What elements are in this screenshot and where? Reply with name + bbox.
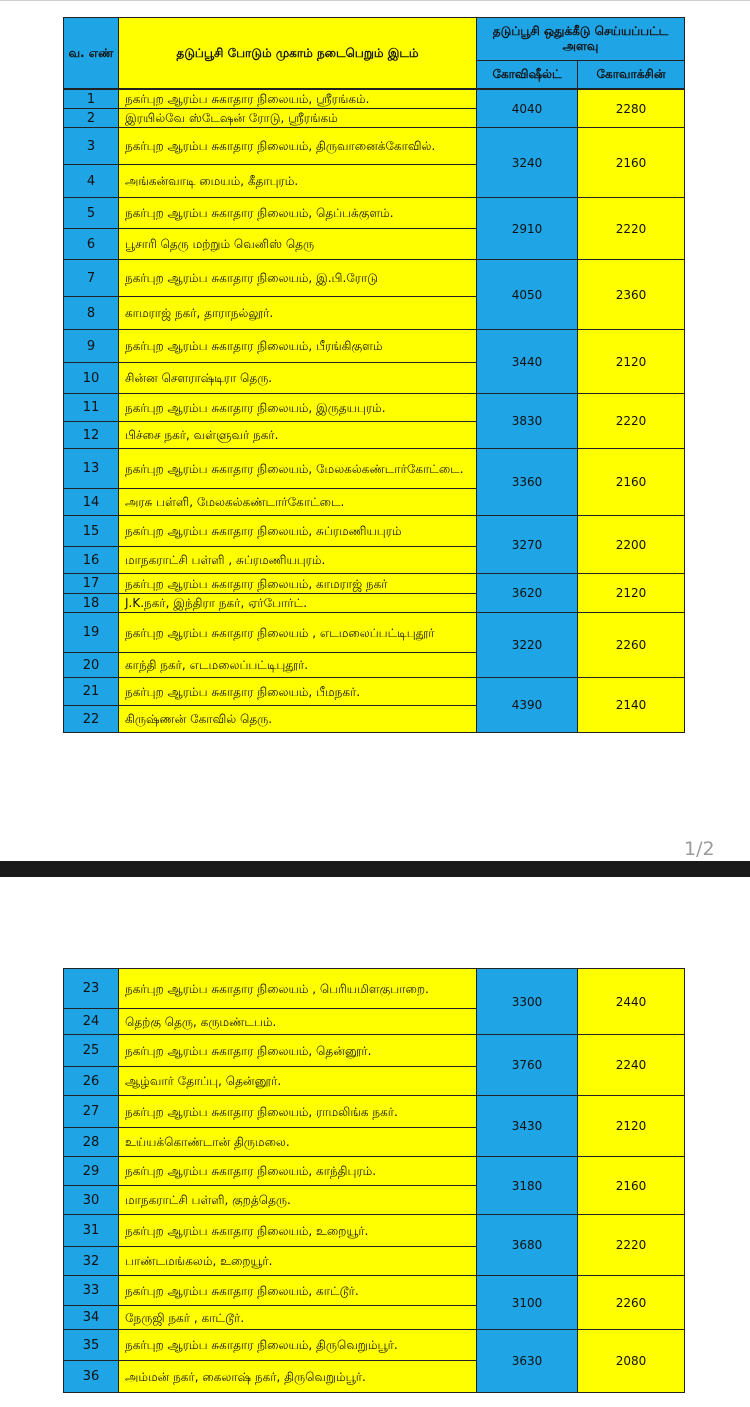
location-cell: தெற்கு தெரு, கருமண்டபம். xyxy=(118,1008,477,1035)
row-number: 24 xyxy=(63,1008,119,1035)
location-cell: அம்மன் நகர், கைலாஷ் நகர், திருவெறும்பூர். xyxy=(118,1360,477,1393)
location-cell: உய்யக்கொண்டான் திருமலை. xyxy=(118,1127,477,1157)
row-number: 17 xyxy=(63,573,119,594)
location-cell: காந்தி நகர், எடமலைப்பட்டிபுதூர். xyxy=(118,652,477,678)
row-number: 3 xyxy=(63,127,119,165)
covaxin-cell: 2240 xyxy=(577,1034,685,1096)
row-number: 15 xyxy=(63,515,119,547)
location-cell: J.K.நகர், இந்திரா நகர், ஏர்போர்ட். xyxy=(118,593,477,613)
covishield-cell: 3220 xyxy=(476,612,578,678)
covaxin-cell: 2160 xyxy=(577,127,685,198)
row-number: 9 xyxy=(63,329,119,363)
row-number: 28 xyxy=(63,1127,119,1157)
covishield-cell: 3830 xyxy=(476,393,578,449)
covishield-cell: 2910 xyxy=(476,197,578,260)
covishield-cell: 3620 xyxy=(476,573,578,613)
location-cell: நேருஜி நகர் , காட்டூர். xyxy=(118,1305,477,1330)
covaxin-cell: 2220 xyxy=(577,393,685,449)
row-number: 32 xyxy=(63,1246,119,1276)
row-number: 22 xyxy=(63,705,119,733)
top-divider xyxy=(0,0,750,1)
location-cell: நகர்புற ஆரம்ப சுகாதார நிலையம், இ.பி.ரோடு xyxy=(118,259,477,297)
row-number: 11 xyxy=(63,393,119,422)
location-cell: நகர்புற ஆரம்ப சுகாதார நிலையம், பீமநகர். xyxy=(118,677,477,706)
covishield-cell: 3630 xyxy=(476,1329,578,1393)
row-number: 7 xyxy=(63,259,119,297)
covishield-cell: 3760 xyxy=(476,1034,578,1096)
location-cell: நகர்புற ஆரம்ப சுகாதார நிலையம், சுப்ரமணியபுரம் xyxy=(118,515,477,547)
row-number: 29 xyxy=(63,1156,119,1186)
location-cell: ஆழ்வார் தோப்பு, தென்னூர். xyxy=(118,1066,477,1096)
location-cell: நகர்புற ஆரம்ப சுகாதார நிலையம் , பெரியமிளகுபாறை. xyxy=(118,968,477,1009)
header-covaxin: கோவாக்சின் xyxy=(577,60,685,89)
location-cell: பூசாரி தெரு மற்றும் வெனிஸ் தெரு xyxy=(118,228,477,260)
location-cell: நகர்புற ஆரம்ப சுகாதார நிலையம், காட்டூர். xyxy=(118,1275,477,1306)
covaxin-cell: 2160 xyxy=(577,448,685,516)
location-cell: மாநகராட்சி பள்ளி , சுப்ரமணியபுரம். xyxy=(118,546,477,574)
location-cell: காமராஜ் நகர், தாராநல்லூர். xyxy=(118,296,477,330)
row-number: 4 xyxy=(63,164,119,198)
location-cell: நகர்புற ஆரம்ப சுகாதார நிலையம், உறையூர். xyxy=(118,1214,477,1247)
header-sno: வ. எண் xyxy=(63,17,119,89)
covaxin-cell: 2280 xyxy=(577,89,685,128)
row-number: 34 xyxy=(63,1305,119,1330)
location-cell: கிருஷ்ணன் கோவில் தெரு. xyxy=(118,705,477,733)
covaxin-cell: 2200 xyxy=(577,515,685,574)
row-number: 33 xyxy=(63,1275,119,1306)
row-number: 16 xyxy=(63,546,119,574)
covishield-cell: 3100 xyxy=(476,1275,578,1330)
location-cell: சின்ன சௌராஷ்டிரா தெரு. xyxy=(118,362,477,394)
row-number: 35 xyxy=(63,1329,119,1361)
covaxin-cell: 2220 xyxy=(577,197,685,260)
row-number: 21 xyxy=(63,677,119,706)
covishield-cell: 4050 xyxy=(476,259,578,330)
covishield-cell: 3300 xyxy=(476,968,578,1035)
covaxin-cell: 2260 xyxy=(577,612,685,678)
row-number: 31 xyxy=(63,1214,119,1247)
location-cell: நகர்புற ஆரம்ப சுகாதார நிலையம், காமராஜ் நகர் xyxy=(118,573,477,594)
covishield-cell: 3180 xyxy=(476,1156,578,1215)
row-number: 6 xyxy=(63,228,119,260)
covaxin-cell: 2120 xyxy=(577,573,685,613)
header-location: தடுப்பூசி போடும் முகாம் நடைபெறும் இடம் xyxy=(118,17,477,89)
covishield-cell: 3680 xyxy=(476,1214,578,1276)
location-cell: நகர்புற ஆரம்ப சுகாதார நிலையம், ஸ்ரீரங்கம். xyxy=(118,89,477,109)
location-cell: நகர்புற ஆரம்ப சுகாதார நிலையம், பீரங்கிகுளம் xyxy=(118,329,477,363)
covishield-cell: 3240 xyxy=(476,127,578,198)
row-number: 10 xyxy=(63,362,119,394)
location-cell: பாண்டமங்கலம், உறையூர். xyxy=(118,1246,477,1276)
location-cell: பிச்சை நகர், வள்ளுவர் நகர். xyxy=(118,421,477,449)
location-cell: நகர்புற ஆரம்ப சுகாதார நிலையம், திருவெறும்பூர். xyxy=(118,1329,477,1361)
row-number: 36 xyxy=(63,1360,119,1393)
row-number: 27 xyxy=(63,1095,119,1128)
covaxin-cell: 2120 xyxy=(577,1095,685,1157)
location-cell: நகர்புற ஆரம்ப சுகாதார நிலையம், ராமலிங்க நகர். xyxy=(118,1095,477,1128)
covaxin-cell: 2440 xyxy=(577,968,685,1035)
covaxin-cell: 2360 xyxy=(577,259,685,330)
location-cell: அங்கன்வாடி மையம், கீதாபுரம். xyxy=(118,164,477,198)
location-cell: நகர்புற ஆரம்ப சுகாதார நிலையம், காந்திபுரம். xyxy=(118,1156,477,1186)
covaxin-cell: 2220 xyxy=(577,1214,685,1276)
covishield-cell: 4390 xyxy=(476,677,578,733)
row-number: 25 xyxy=(63,1034,119,1067)
page-separator xyxy=(0,861,750,877)
row-number: 13 xyxy=(63,448,119,489)
row-number: 18 xyxy=(63,593,119,613)
row-number: 2 xyxy=(63,108,119,128)
covishield-cell: 3270 xyxy=(476,515,578,574)
row-number: 8 xyxy=(63,296,119,330)
location-cell: மாநகராட்சி பள்ளி, குறத்தெரு. xyxy=(118,1185,477,1215)
location-cell: இரயில்வே ஸ்டேஷன் ரோடு, ஸ்ரீரங்கம் xyxy=(118,108,477,128)
location-cell: நகர்புற ஆரம்ப சுகாதார நிலையம், தெப்பக்குளம். xyxy=(118,197,477,229)
row-number: 14 xyxy=(63,488,119,516)
row-number: 1 xyxy=(63,89,119,109)
row-number: 30 xyxy=(63,1185,119,1215)
header-covishield: கோவிஷீல்ட் xyxy=(476,60,578,89)
location-cell: நகர்புற ஆரம்ப சுகாதார நிலையம், திருவானைக்கோவில். xyxy=(118,127,477,165)
covaxin-cell: 2140 xyxy=(577,677,685,733)
page-indicator: 1/2 xyxy=(684,838,715,860)
row-number: 5 xyxy=(63,197,119,229)
location-cell: நகர்புற ஆரம்ப சுகாதார நிலையம், மேலகல்கண்டார்கோட்டை. xyxy=(118,448,477,489)
covaxin-cell: 2160 xyxy=(577,1156,685,1215)
covishield-cell: 3440 xyxy=(476,329,578,394)
location-cell: அரசு பள்ளி, மேலகல்கண்டார்கோட்டை. xyxy=(118,488,477,516)
covaxin-cell: 2080 xyxy=(577,1329,685,1393)
row-number: 26 xyxy=(63,1066,119,1096)
location-cell: நகர்புற ஆரம்ப சுகாதார நிலையம், தென்னூர். xyxy=(118,1034,477,1067)
location-cell: நகர்புற ஆரம்ப சுகாதார நிலையம், இருதயபுரம். xyxy=(118,393,477,422)
covishield-cell: 4040 xyxy=(476,89,578,128)
covishield-cell: 3430 xyxy=(476,1095,578,1157)
location-cell: நகர்புற ஆரம்ப சுகாதார நிலையம் , எடமலைப்பட்டிபுதூர் xyxy=(118,612,477,653)
row-number: 12 xyxy=(63,421,119,449)
covishield-cell: 3360 xyxy=(476,448,578,516)
row-number: 19 xyxy=(63,612,119,653)
covaxin-cell: 2260 xyxy=(577,1275,685,1330)
row-number: 23 xyxy=(63,968,119,1009)
header-allocation: தடுப்பூசி ஒதுக்கீடு செய்யப்பட்ட அளவு xyxy=(476,17,685,61)
covaxin-cell: 2120 xyxy=(577,329,685,394)
row-number: 20 xyxy=(63,652,119,678)
